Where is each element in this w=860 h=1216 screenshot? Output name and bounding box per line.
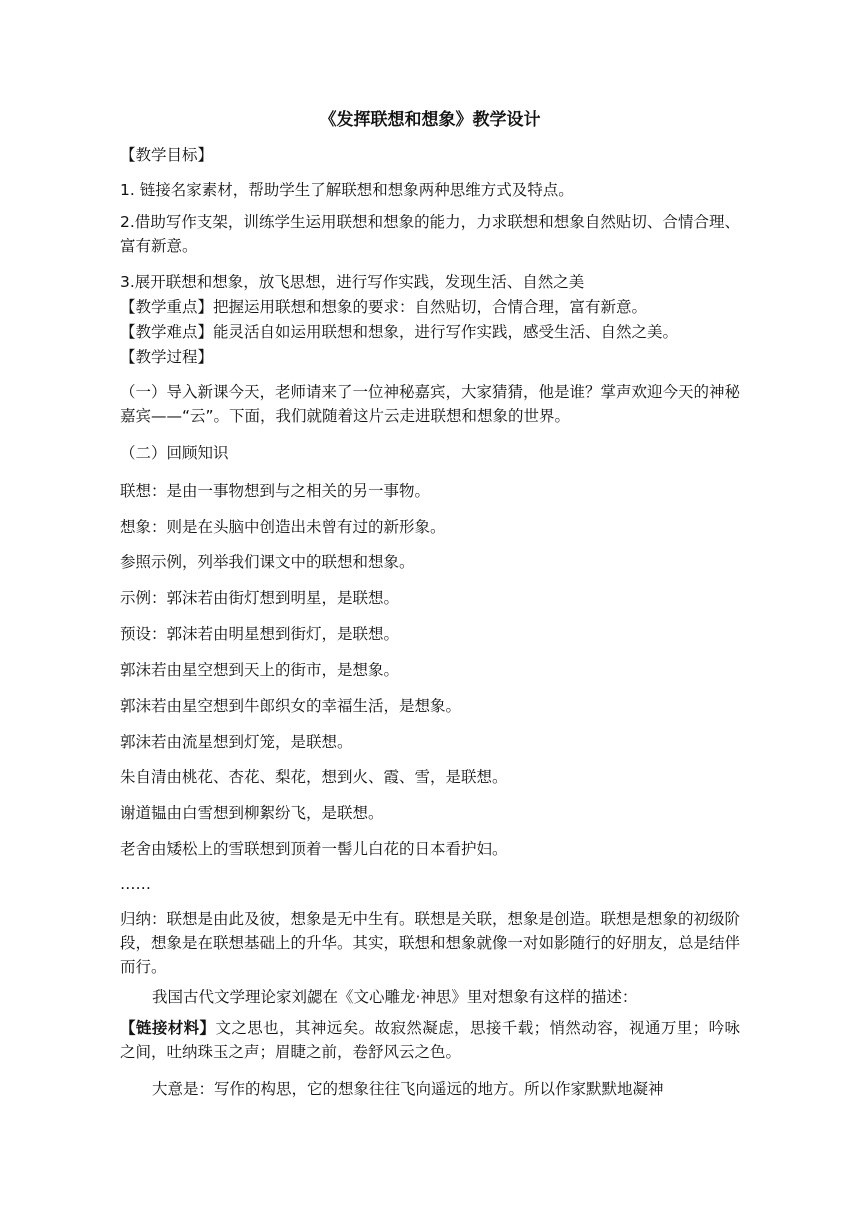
example-8: 老舍由矮松上的雪联想到顶着一髻儿白花的日本看护妇。: [120, 840, 508, 858]
step-2-heading: （二）回顾知识: [120, 444, 229, 462]
goal-3: 3.展开联想和想象，放飞思想，进行写作实践，发现生活、自然之美: [120, 273, 585, 291]
key-points: [120, 295, 740, 319]
example-5: 郭沫若由流星想到灯笼，是联想。: [120, 733, 353, 751]
example-2: 预设：郭沫若由明星想到街灯，是联想。: [120, 625, 400, 643]
ellipsis: ……: [120, 875, 151, 893]
key-points-label: 【教学重点】: [120, 298, 214, 316]
linked-material-label: 【链接材料】: [120, 1018, 216, 1037]
linked-material-text: 文之思也，其神远矣。故寂然凝虑，思接千载；悄然动容，视通万里；吟咏之间，吐纳珠玉之声；眉睫之前，卷舒风云之色。: [120, 1019, 740, 1061]
document-title: 《发挥联想和想象》教学设计: [319, 110, 541, 130]
goals-heading: 【教学目标】: [120, 146, 214, 164]
example-7: 谢道韫由白雪想到柳絮纷飞，是联想。: [120, 804, 384, 822]
gist-paragraph: 大意是：写作的构思，它的想象往往飞向遥远的地方。所以作家默默地凝神: [152, 1080, 664, 1098]
linked-material: [120, 1016, 740, 1066]
example-1: 示例：郭沫若由街灯想到明星，是联想。: [120, 589, 400, 607]
process-heading: 【教学过程】: [120, 348, 214, 366]
reference-instruction: 参照示例，列举我们课文中的联想和想象。: [120, 553, 415, 571]
difficult-points: [120, 320, 740, 344]
example-4: 郭沫若由星空想到牛郎织女的幸福生活，是想象。: [120, 697, 462, 715]
example-3: 郭沫若由星空想到天上的街市，是想象。: [120, 661, 400, 679]
difficult-points-text: 能灵活自如运用联想和想象，进行写作实践，感受生活、自然之美。: [213, 323, 679, 341]
goal-1: 1. 链接名家素材，帮助学生了解联想和想象两种思维方式及特点。: [120, 181, 574, 199]
difficult-points-label: 【教学难点】: [120, 323, 214, 341]
liuxie-intro: 我国古代文学理论家刘勰在《文心雕龙·神思》里对想象有这样的描述：: [152, 988, 638, 1006]
definition-association: 联想：是由一事物想到与之相关的另一事物。: [120, 482, 431, 500]
goal-2: 2.借助写作支架，训练学生运用联想和想象的能力，力求联想和想象自然贴切、合情合理、富有新意。: [120, 213, 740, 255]
step-1-intro: （一）导入新课今天，老师请来了一位神秘嘉宾，大家猜猜，他是谁？掌声欢迎今天的神秘嘉宾——“云”。下面，我们就随着这片云走进联想和想象的世界。: [120, 383, 741, 425]
example-6: 朱自清由桃花、杏花、梨花，想到火、霞、雪，是联想。: [120, 768, 508, 786]
key-points-text: 把握运用联想和想象的要求：自然贴切，合情合理，富有新意。: [213, 298, 648, 316]
definition-imagination: 想象：则是在头脑中创造出未曾有过的新形象。: [120, 518, 446, 536]
summary-paragraph: 归纳：联想是由此及彼，想象是无中生有。联想是关联，想象是创造。联想是想象的初级阶段，想象是在联想基础上的升华。其实，联想和想象就像一对如影随行的好朋友，总是结伴而行。: [120, 910, 741, 976]
